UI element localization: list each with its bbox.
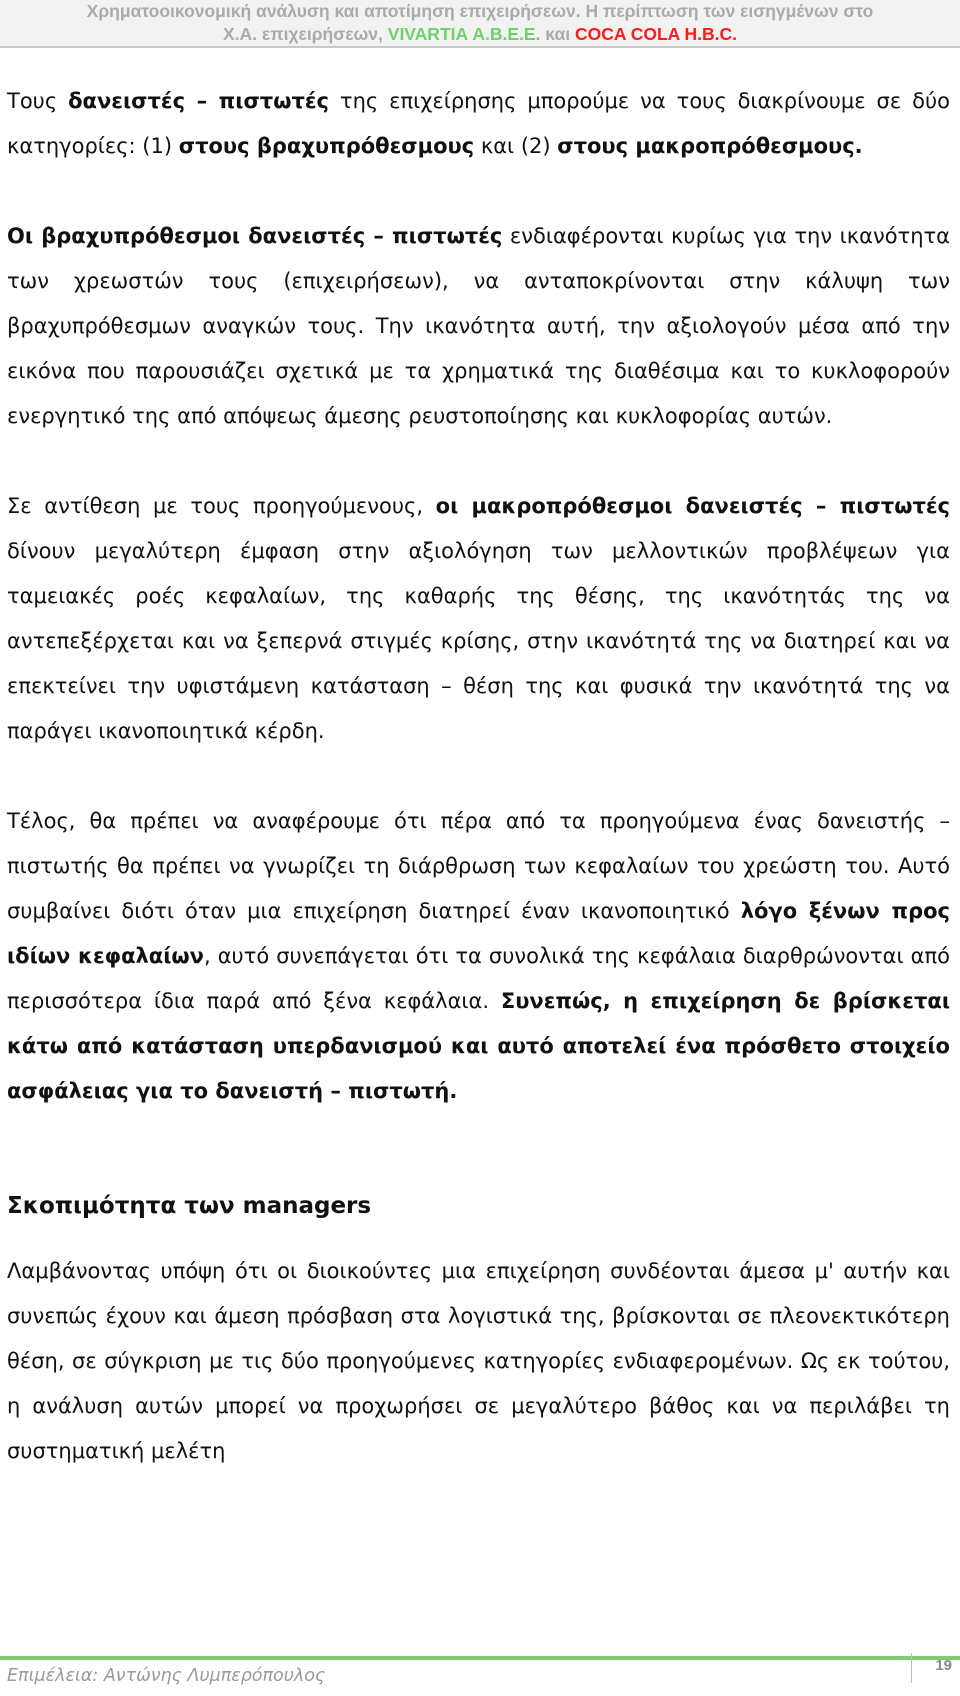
- paragraph-short-term: [7, 214, 950, 439]
- footer-author: Επιμέλεια: Αντώνης Λυμπερόπουλος: [7, 1666, 326, 1686]
- text: και (2): [474, 134, 558, 158]
- text: Σε αντίθεση με τους προηγούμενους,: [7, 494, 436, 518]
- header-line-1: Χρηματοοικονομική ανάλυση και αποτίμηση επιχειρήσεων. Η περίπτωση των εισηγμένων στο: [86, 1, 874, 21]
- text: Λαμβάνοντας υπόψη ότι οι διοικούντες μια επιχείρηση συνδέονται άμεσα μ' αυτήν και συνεπώς έχουν και άμεση πρόσβαση στα λογιστικά της, βρίσκονται σε πλεονεκτικότερη θέση, σε σύγκριση με τις δύο προηγούμενες κατηγορίες ενδιαφερομένων. Ως εκ τούτου, η ανάλυση αυτών μπορεί να προχωρήσει σε μεγαλύτερο βάθος και να περιλάβει τη συστηματική μελέτη: [7, 1259, 950, 1463]
- header-and: και: [540, 24, 575, 44]
- text: Τέλος, θα πρέπει να αναφέρουμε ότι πέρα από τα προηγούμενα ένας δανειστής – πιστωτής θα πρέπει να γνωρίζει τη διάρθρωση των κεφαλαίων του χρεώστη του. Αυτό συμβαίνει διότι όταν μια επιχείρηση διατηρεί έναν ικανοποιητικό: [7, 809, 950, 923]
- header-line-2: [223, 24, 737, 44]
- header-vivartia: VIVARTIA Α.Β.Ε.Ε.: [387, 24, 541, 44]
- bold-text: οι μακροπρόθεσμοι δανειστές – πιστωτές: [435, 494, 950, 518]
- bold-text: στους βραχυπρόθεσμους: [178, 134, 475, 158]
- text: δίνουν μεγαλύτερη έμφαση στην αξιολόγηση των μελλοντικών προβλέψεων για ταμειακές ροές κεφαλαίων, της καθαρής της θέσης, της ικανότητάς της να αντεπεξέρχεται και να ξεπερνά στιγμές κρίσης, στην ικανότητά της να διατηρεί και να επεκτείνει την υφιστάμενη κατάσταση – θέση της και φυσικά την ικανότητά της να παράγει ικανοποιητικά κέρδη.: [7, 539, 950, 743]
- footer-rule: [0, 1656, 960, 1660]
- bold-text: στους μακροπρόθεσμους.: [557, 134, 863, 158]
- header-line-2-text: Χ.Α. επιχειρήσεων,: [223, 24, 388, 44]
- document-body: [7, 79, 950, 1474]
- bold-text: δανειστές – πιστωτές: [68, 89, 329, 113]
- text: , αυτό συνεπάγεται ότι τα συνολικά της κεφάλαια διαρθρώνονται από περισσότερα ίδια παρά από ξένα κεφάλαια.: [7, 944, 950, 1013]
- header-coca-cola: COCA COLA H.B.C.: [574, 24, 737, 44]
- bold-text: Συνεπώς, η επιχείρηση δε βρίσκεται κάτω από κατάσταση υπερδανισμού και αυτό αποτελεί ένα πρόσθετο στοιχείο ασφάλειας για το δανειστή – πιστωτή.: [7, 989, 951, 1103]
- paragraph-long-term: [7, 484, 950, 754]
- text: ενδιαφέρονται κυρίως για την ικανότητα των χρεωστών τους (επιχειρήσεων), να ανταποκρίνονται στην κάλυψη των βραχυπρόθεσμων αναγκών τους. Την ικανότητα αυτή, την αξιολογούν μέσα από την εικόνα που παρουσιάζει σχετικά με τα χρηματικά της διαθέσιμα και το κυκλοφορούν ενεργητικό της από απόψεως άμεσης ρευστοποίησης και κυκλοφορίας αυτών.: [7, 224, 950, 428]
- page-number: 19: [911, 1653, 952, 1683]
- running-header: [0, 0, 960, 48]
- text: Τους: [7, 89, 69, 113]
- paragraph-managers: [7, 1249, 950, 1474]
- paragraph-capital-structure: [7, 799, 950, 1114]
- text: της επιχείρησης μπορούμε να τους διακρίνουμε σε δύο κατηγορίες: (1): [7, 89, 951, 158]
- bold-text: λόγο ξένων προς ιδίων κεφαλαίων: [7, 899, 951, 968]
- paragraph-creditors-intro: [7, 79, 950, 169]
- section-heading: Σκοπιμότητα των managers: [7, 1193, 372, 1219]
- bold-text: Οι βραχυπρόθεσμοι δανειστές – πιστωτές: [7, 224, 503, 248]
